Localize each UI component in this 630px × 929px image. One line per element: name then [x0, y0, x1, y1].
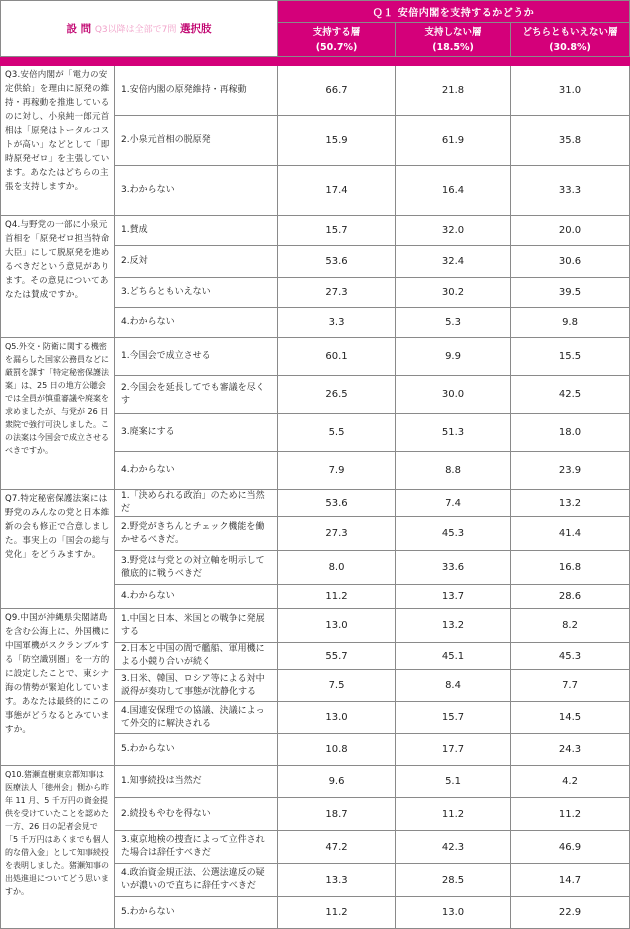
question-text: Q7.特定秘密保護法案には野党のみんなの党と日本維新の会も修正で合意しました。事実上の「国会の総与党化」をどうみますか。: [1, 490, 115, 609]
option-label: 3.野党は与党との対立軸を明示して徹底的に戦うべきだ: [115, 551, 278, 585]
table-row: [1, 490, 630, 517]
value-nonsupport: 15.7: [396, 702, 511, 734]
value-support: 18.7: [278, 798, 396, 831]
value-support: 53.6: [278, 246, 396, 278]
value-support: 60.1: [278, 338, 396, 376]
value-nonsupport: 8.8: [396, 452, 511, 490]
table-row: [1, 66, 630, 116]
value-neutral: 4.2: [511, 766, 630, 798]
option-label: 1.安倍内閣の原発維持・再稼動: [115, 66, 278, 116]
value-nonsupport: 11.2: [396, 798, 511, 831]
option-label: 4.わからない: [115, 585, 278, 609]
group-header-nonsupport: [396, 23, 511, 57]
value-nonsupport: 21.8: [396, 66, 511, 116]
header-divider: [1, 57, 630, 66]
value-neutral: 46.9: [511, 831, 630, 864]
value-support: 11.2: [278, 897, 396, 929]
value-neutral: 41.4: [511, 517, 630, 551]
group-nonsupport-label: 支持しない層: [424, 26, 482, 38]
value-support: 13.3: [278, 864, 396, 897]
value-support: 27.3: [278, 517, 396, 551]
value-support: 66.7: [278, 66, 396, 116]
group-nonsupport-pct: (18.5%): [432, 41, 474, 53]
value-neutral: 39.5: [511, 278, 630, 308]
header-sub-label: Q3以降は全部で7問: [94, 25, 177, 35]
option-label: 3.日米、韓国、ロシア等による対中説得が奏功して事態が沈静化する: [115, 670, 278, 702]
value-neutral: 13.2: [511, 490, 630, 517]
value-support: 15.9: [278, 116, 396, 166]
option-label: 4.国連安保理での協議、決議によって外交的に解決される: [115, 702, 278, 734]
value-support: 13.0: [278, 702, 396, 734]
value-neutral: 14.5: [511, 702, 630, 734]
value-nonsupport: 30.0: [396, 376, 511, 414]
value-nonsupport: 28.5: [396, 864, 511, 897]
value-neutral: 18.0: [511, 414, 630, 452]
option-label: 1.知事続投は当然だ: [115, 766, 278, 798]
value-support: 3.3: [278, 308, 396, 338]
option-label: 3.東京地検の捜査によって立件された場合は辞任すべきだ: [115, 831, 278, 864]
value-neutral: 31.0: [511, 66, 630, 116]
value-nonsupport: 45.1: [396, 643, 511, 670]
value-nonsupport: 51.3: [396, 414, 511, 452]
value-neutral: 33.3: [511, 166, 630, 216]
option-label: 4.わからない: [115, 308, 278, 338]
header-question-label: 設 問: [66, 23, 92, 35]
value-neutral: 42.5: [511, 376, 630, 414]
value-support: 53.6: [278, 490, 396, 517]
option-label: 1.中国と日本、米国との戦争に発展する: [115, 609, 278, 643]
value-neutral: 11.2: [511, 798, 630, 831]
value-support: 5.5: [278, 414, 396, 452]
q1-title: Ｑ１ 安倍内閣を支持するかどうか: [278, 1, 630, 23]
option-label: 2.小泉元首相の脱原発: [115, 116, 278, 166]
option-label: 3.どちらともいえない: [115, 278, 278, 308]
value-nonsupport: 30.2: [396, 278, 511, 308]
group-neutral-pct: (30.8%): [549, 41, 591, 53]
value-nonsupport: 32.4: [396, 246, 511, 278]
question-text: Q10.猪瀬直樹東京都知事は医療法人「徳州会」側から昨年 11 月、5 千万円の資金提供を受けていたことを認めた一方、26 日の記者会見で「5 千万円はあくまでも個人的な借入金」として知事続投を表明しました。猪瀬知事の出処進退についてどう思いますか。: [1, 766, 115, 929]
option-label: 4.わからない: [115, 452, 278, 490]
option-label: 1.賛成: [115, 216, 278, 246]
value-nonsupport: 17.7: [396, 734, 511, 766]
option-label: 1.今国会で成立させる: [115, 338, 278, 376]
table-row: [1, 216, 630, 246]
value-neutral: 20.0: [511, 216, 630, 246]
value-neutral: 16.8: [511, 551, 630, 585]
value-nonsupport: 45.3: [396, 517, 511, 551]
group-header-support: [278, 23, 396, 57]
value-nonsupport: 13.2: [396, 609, 511, 643]
value-nonsupport: 42.3: [396, 831, 511, 864]
option-label: 2.続投もやむを得ない: [115, 798, 278, 831]
value-neutral: 30.6: [511, 246, 630, 278]
table-row: [1, 609, 630, 643]
value-nonsupport: 5.3: [396, 308, 511, 338]
value-support: 17.4: [278, 166, 396, 216]
value-support: 47.2: [278, 831, 396, 864]
value-neutral: 8.2: [511, 609, 630, 643]
value-support: 13.0: [278, 609, 396, 643]
option-label: 3.廃案にする: [115, 414, 278, 452]
value-neutral: 35.8: [511, 116, 630, 166]
value-support: 7.5: [278, 670, 396, 702]
value-nonsupport: 8.4: [396, 670, 511, 702]
value-nonsupport: 13.7: [396, 585, 511, 609]
value-support: 8.0: [278, 551, 396, 585]
option-label: 4.政治資金規正法、公選法違反の疑いが濃いので直ちに辞任すべきだ: [115, 864, 278, 897]
question-text: Q5.外交・防衛に関する機密を漏らした国家公務員などに厳罰を課す「特定秘密保護法案」は、25 日の地方公聴会では全員が慎重審議や廃案を求めましたが、与党が 26 日衆院で強行可決しました。この法案は今国会で成立させるべきですか。: [1, 338, 115, 490]
survey-body: [1, 66, 630, 929]
value-neutral: 9.8: [511, 308, 630, 338]
option-label: 1.「決められる政治」のために当然だ: [115, 490, 278, 517]
value-neutral: 24.3: [511, 734, 630, 766]
value-nonsupport: 9.9: [396, 338, 511, 376]
option-label: 2.今国会を延長してでも審議を尽くす: [115, 376, 278, 414]
value-nonsupport: 33.6: [396, 551, 511, 585]
group-support-label: 支持する層: [312, 26, 361, 38]
value-support: 27.3: [278, 278, 396, 308]
header-choice-label: 選択肢: [180, 23, 212, 35]
value-nonsupport: 5.1: [396, 766, 511, 798]
group-header-neutral: [511, 23, 630, 57]
table-row: [1, 338, 630, 376]
option-label: 2.反対: [115, 246, 278, 278]
value-nonsupport: 32.0: [396, 216, 511, 246]
value-neutral: 14.7: [511, 864, 630, 897]
value-neutral: 15.5: [511, 338, 630, 376]
value-nonsupport: 7.4: [396, 490, 511, 517]
option-label: 5.わからない: [115, 734, 278, 766]
question-text: Q4.与野党の一部に小泉元首相を「原発ゼロ担当特命大臣」にして脱原発を進めるべきだという意見があります。その意見についてあなたは賛成ですか。: [1, 216, 115, 338]
value-support: 9.6: [278, 766, 396, 798]
value-support: 15.7: [278, 216, 396, 246]
group-support-pct: (50.7%): [315, 41, 358, 53]
value-support: 11.2: [278, 585, 396, 609]
value-support: 7.9: [278, 452, 396, 490]
value-nonsupport: 61.9: [396, 116, 511, 166]
question-text: Q9.中国が沖縄県尖閣諸島を含む公海上に、外国機に中国軍機がスクランブルする「防空識別圏」を一方的に設定したことで、東シナ海の情勢が緊迫化しています。あなたは最終的にこの事態がどうなるとみていますか。: [1, 609, 115, 766]
question-text: Q3.安倍内閣が「電力の安定供給」を理由に原発の維持・再稼動を推進しているのに対し、小泉純一郎元首相は「原発はトータルコストが高い」などとして「即時原発ゼロ」を主張しています。あなたはどちらの主張を支持しますか。: [1, 66, 115, 216]
value-neutral: 7.7: [511, 670, 630, 702]
group-neutral-label: どちらともいえない層: [522, 26, 618, 38]
value-neutral: 23.9: [511, 452, 630, 490]
value-nonsupport: 13.0: [396, 897, 511, 929]
option-label: 2.日本と中国の間で艦船、軍用機による小競り合いが続く: [115, 643, 278, 670]
value-neutral: 22.9: [511, 897, 630, 929]
value-neutral: 28.6: [511, 585, 630, 609]
value-support: 26.5: [278, 376, 396, 414]
header-question-choice: [1, 1, 278, 57]
option-label: 2.野党がきちんとチェック機能を働かせるべきだ。: [115, 517, 278, 551]
value-nonsupport: 16.4: [396, 166, 511, 216]
value-neutral: 45.3: [511, 643, 630, 670]
value-support: 55.7: [278, 643, 396, 670]
option-label: 3.わからない: [115, 166, 278, 216]
table-row: [1, 766, 630, 798]
value-support: 10.8: [278, 734, 396, 766]
option-label: 5.わからない: [115, 897, 278, 929]
